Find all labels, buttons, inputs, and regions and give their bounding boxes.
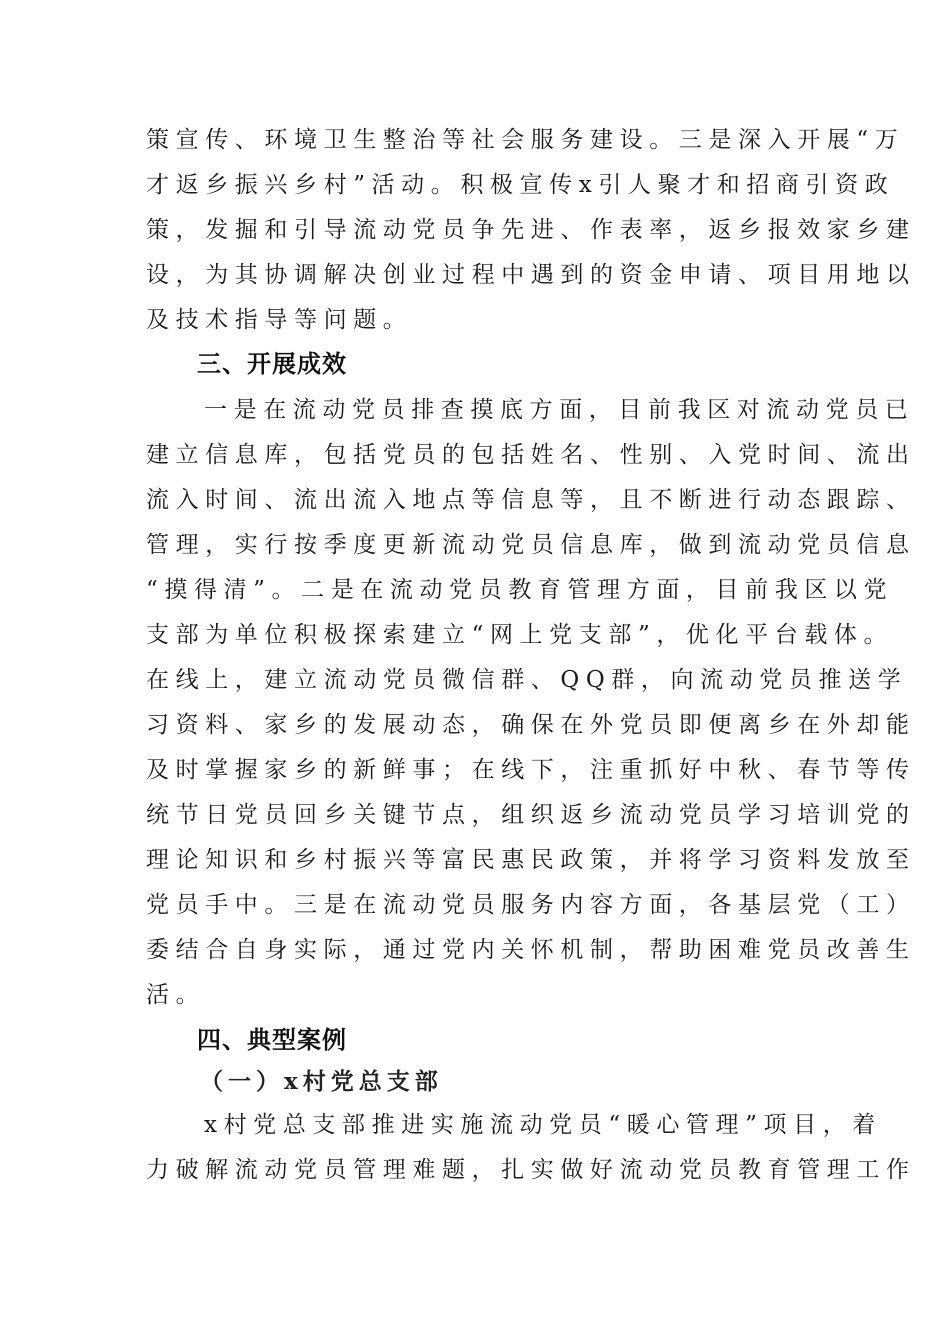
section-heading: 三、开展成效 [197,350,347,378]
body-text-line: 策宣传、环境卫生整治等社会服务建设。三是深入开展“万 [146,127,905,153]
body-text-line: 设，为其协调解决创业过程中遇到的资金申请、项目用地以 [146,262,916,288]
body-text-line: “摸得清”。二是在流动党员教育管理方面，目前我区以党 [146,577,894,603]
body-text-line: 才返乡振兴乡村”活动。积极宣传x引人聚才和招商引资政 [146,172,895,198]
body-text-line: 流入时间、流出流入地点等信息等，且不断进行动态跟踪、 [146,487,916,513]
body-text-line: 力破解流动党员管理难题，扎实做好流动党员教育管理工作 [146,1157,916,1183]
body-text-line: 在线上，建立流动党员微信群、QQ群，向流动党员推送学 [146,667,908,693]
subsection-heading: （一）x村党总支部 [200,1068,443,1095]
body-text-line: 支部为单位积极探索建立“网上党支部”，优化平台载体。 [146,622,894,648]
section-heading: 四、典型案例 [197,1026,347,1054]
body-text-line: 委结合自身实际，通过党内关怀机制，帮助困难党员改善生 [146,937,916,963]
body-text-line: 及时掌握家乡的新鲜事；在线下，注重抓好中秋、春节等传 [146,757,916,783]
body-text-line: 习资料、家乡的发展动态，确保在外党员即便离乡在外却能 [146,712,916,738]
body-text-line: 统节日党员回乡关键节点，组织返乡流动党员学习培训党的 [146,802,916,828]
body-text-line: x村党总支部推进实施流动党员“暖心管理”项目，着 [204,1112,882,1138]
body-text-line: 一是在流动党员排查摸底方面，目前我区对流动党员已 [204,397,915,423]
body-text-line: 管理，实行按季度更新流动党员信息库，做到流动党员信息 [146,532,916,558]
body-text-line: 理论知识和乡村振兴等富民惠民政策，并将学习资料发放至 [146,847,916,873]
body-text-line: 活。 [146,982,206,1008]
body-text-line: 策，发掘和引导流动党员争先进、作表率，返乡报效家乡建 [146,217,916,243]
body-text-line: 党员手中。三是在流动党员服务内容方面，各基层党（工） [146,892,916,918]
body-text-line: 建立信息库，包括党员的包括姓名、性别、入党时间、流出 [146,442,916,468]
body-text-line: 及技术指导等问题。 [146,307,413,333]
